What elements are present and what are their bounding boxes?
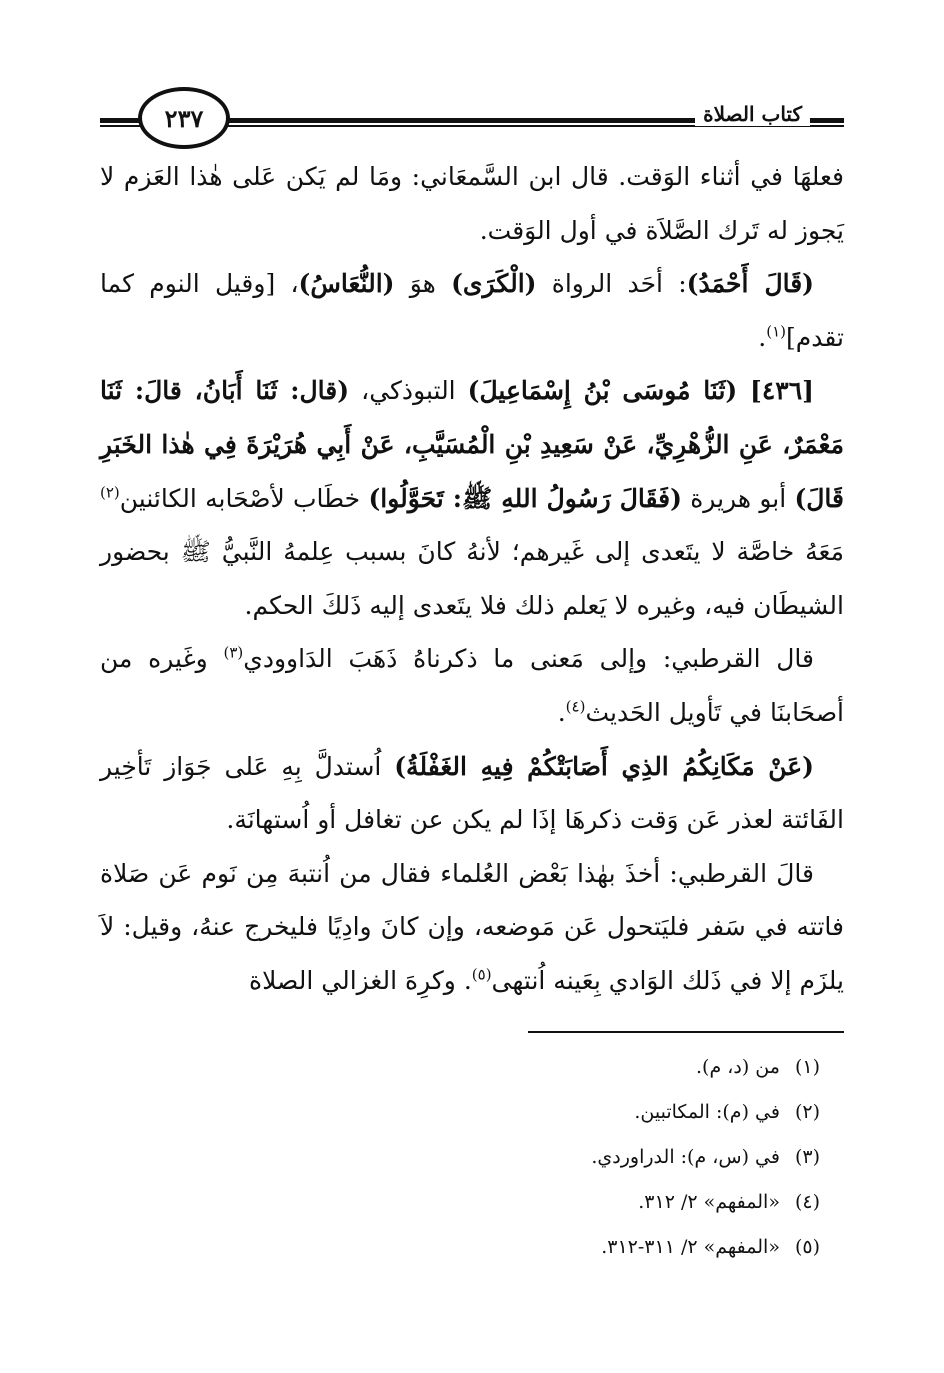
p3-text-2: أبو هريرة [681,483,795,513]
footnote-item [100,1180,820,1225]
footnote-text: «المفهم» ٢/ ٣١٢. [638,1191,780,1213]
p4-text-1: قال القرطبي: وإلى مَعنى ما ذكرناهُ ذَهَبَ الدَاوودي [243,644,814,674]
footnote-text: في (س، م): الدراوردي. [591,1146,780,1168]
footnote-item [100,1135,820,1180]
p3-text-3: خطَاب لأصْحَابه الكائنين [119,483,369,513]
hadith-matn: (فَقَالَ رَسُولُ اللهِ ﷺ: تَحَوَّلُوا) [368,483,682,513]
footnote-ref-3: (٣) [223,644,244,663]
paragraph-2 [100,257,844,364]
body-text [100,150,844,1008]
page-header [100,80,844,160]
p4-text-2: وغَيره من أصحَابنَا في تَأويل الحَديث [100,644,844,727]
footnote-text: «المفهم» ٢/ ٣١١-٣١٢. [601,1236,780,1258]
footnote-number: (٢) [794,1101,820,1123]
paragraph-1: فعلهَا في أثناء الوَقت. قال ابن السَّمعَاني: ومَا لم يَكن عَلى هٰذا العَزم لا يَجوز له تَرك الصَّلاَة في أول الوَقت. [100,162,844,245]
p2-text-4: . [758,322,767,352]
p5-text-1: اُستدلَّ بِهِ عَلى جَوَاز تَأخِير الفَائتة لعذر عَن وَقت ذكرهَا إذَا لم يكن عن تغافل أو اُستهانَة. [100,751,844,835]
footnote-item [100,1045,820,1090]
hadith-number-chain: [٤٣٦] (ثَنَا مُوسَى بْنُ إِسْمَاعِيلَ) [467,376,815,406]
footnote-ref-1: (١) [766,322,787,341]
quote-qala-ahmad: (قَالَ أَحْمَدُ) [686,269,815,299]
footnote-text: من (د، م). [696,1056,780,1078]
footnote-item [100,1090,820,1135]
quote-an-makanikum: (عَنْ مَكَانِكُمُ الذِي أَصَابَتْكُمْ فِيهِ الغَفْلَةُ) [394,751,814,781]
footnote-ref-4: (٤) [565,697,586,716]
p2-text-3: ، [وقيل النوم كما تقدم] [100,269,844,352]
running-title: كتاب الصلاة [695,102,810,126]
p4-text-3: . [557,697,566,727]
paragraph-4 [100,632,844,739]
quote-alkara: (الْكَرَى) [451,269,537,299]
paragraph-3 [100,364,844,632]
p2-text-1: : أحَد الرواة [536,269,687,299]
paragraph-6 [100,847,844,1008]
hadith-isnad: (قال: ثَنَا أَبَانُ، قالَ: ثَنَا مَعْمَرٌ، عَنِ الزُّهْرِيِّ، عَنْ سَعِيدِ بْنِ الْمُسَيَّبِ، عَنْ أَبِي هُرَيْرَةَ فِي هٰذا الخَبَرِ قَالَ) [100,376,844,513]
footnote-text: في (م): المكاتبين. [634,1101,780,1123]
p2-text-2: هوَ [394,269,452,299]
footnote-number: (٣) [794,1146,820,1168]
footnote-number: (١) [794,1056,820,1078]
p6-text-2: . وكرِهَ الغزالي الصلاة [249,965,472,995]
paragraph-5 [100,740,844,847]
footnote-ref-2: (٢) [100,483,120,502]
p3-text-4: مَعَهُ خاصَّة لا يتَعدى إلى غَيرهم؛ لأنهُ كانَ بسبب عِلمهُ النَّبيُّ ﷺ بحضور الشيطَان فيه، وغيره لا يَعلم ذلك فلا يتَعدى إليه ذَلكَ الحكم. [100,537,844,620]
footnote-item [100,1225,820,1270]
footnote-ref-5: (٥) [471,965,492,984]
footnote-separator [528,1031,844,1033]
footnote-number: (٤) [794,1191,820,1213]
page-number: ٢٣٧ [138,87,230,149]
quote-annuas: (النُّعَاسُ) [298,269,395,299]
p3-text-1: التبوذكي، [349,376,468,406]
p6-text-1: قالَ القرطبي: أخذَ بهٰذا بَعْض العُلماء فقال من اُنتبهَ مِن نَوم عَن صَلاة فاتته في سَفر فليَتحول عَن مَوضعه، وإن كانَ وادِيًا فليخرج عنهُ، وقيل: لاَ يلزَم إلا في ذَلك الوَادي بِعَينه اُنتهى [100,858,844,995]
footnotes [100,1045,820,1270]
footnote-number: (٥) [794,1236,820,1258]
